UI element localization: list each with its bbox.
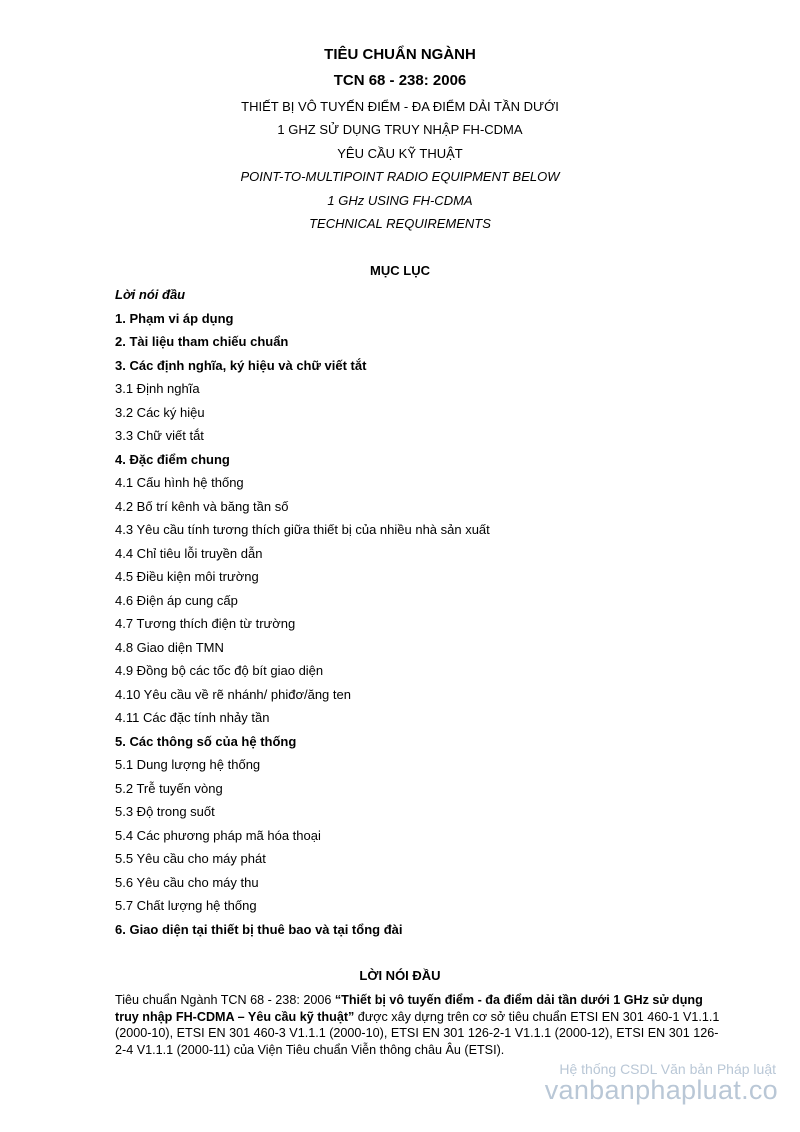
toc-item[interactable]: 5.4 Các phương pháp mã hóa thoại xyxy=(115,827,321,843)
toc-item[interactable]: 6. Giao diện tại thiết bị thuê bao và tại tổng đài xyxy=(115,921,403,937)
vn-title-line-1: THIẾT BỊ VÔ TUYẾN ĐIỂM - ĐA ĐIỂM DẢI TẦN DƯỚI xyxy=(241,99,559,114)
table-of-contents xyxy=(115,286,490,944)
foreword-text-start: Tiêu chuẩn Ngành TCN 68 - 238: 2006 xyxy=(115,993,335,1007)
toc-item[interactable]: 4.8 Giao diện TMN xyxy=(115,639,224,655)
vn-title-line-2: 1 GHZ SỬ DỤNG TRUY NHẬP FH-CDMA xyxy=(277,122,523,137)
toc-item[interactable]: 3.3 Chữ viết tắt xyxy=(115,428,204,443)
toc-item[interactable]: 1. Phạm vi áp dụng xyxy=(115,310,234,326)
watermark-site: vanbanphapluat.co xyxy=(544,1075,778,1105)
toc-item[interactable]: 4.7 Tương thích điện từ trường xyxy=(115,616,296,631)
toc-item[interactable]: 3. Các định nghĩa, ký hiệu và chữ viết tắt xyxy=(115,357,367,373)
toc-item[interactable]: 3.2 Các ký hiệu xyxy=(115,404,205,420)
toc-item[interactable]: 5.3 Độ trong suốt xyxy=(115,804,215,819)
toc-item[interactable]: Lời nói đầu xyxy=(115,287,186,302)
toc-item[interactable]: 5.2 Trễ tuyến vòng xyxy=(115,780,223,796)
toc-item[interactable]: 3.1 Định nghĩa xyxy=(115,381,200,396)
en-title-line-3: TECHNICAL REQUIREMENTS xyxy=(309,216,491,231)
toc-item[interactable]: 5. Các thông số của hệ thống xyxy=(115,733,297,749)
toc-item[interactable]: 5.7 Chất lượng hệ thống xyxy=(115,898,257,913)
watermark-caption: Hệ thống CSDL Văn bản Pháp luật xyxy=(559,1061,776,1077)
toc-item[interactable]: 2. Tài liệu tham chiếu chuẩn xyxy=(115,334,289,349)
document-type-title: TIÊU CHUẨN NGÀNH xyxy=(324,46,476,63)
toc-item[interactable]: 4.2 Bố trí kênh và băng tần số xyxy=(115,498,289,514)
foreword-paragraph xyxy=(115,992,725,1058)
standard-code: TCN 68 - 238: 2006 xyxy=(333,72,467,89)
foreword-text-end: được xây dựng trên cơ sở tiêu chuẩn ETSI EN 301 460-1 V1.1.1 (2000-10), ETSI EN 301 460-3 V1.1.1 (2000-10), ETSI EN 301 126-2-1 V1.1.1 (2000-12), ETSI EN 301 126-2-4 V1.1.1 (2000-11) của Viện Tiêu chuẩn Viễn thông châu Âu (ETSI). xyxy=(115,1009,720,1057)
en-title-line-1: POINT-TO-MULTIPOINT RADIO EQUIPMENT BELOW xyxy=(240,169,560,184)
toc-item[interactable]: 5.6 Yêu cầu cho máy thu xyxy=(115,874,259,890)
toc-item[interactable]: 4.11 Các đặc tính nhảy tần xyxy=(115,710,270,725)
toc-item[interactable]: 4.5 Điều kiện môi trường xyxy=(115,569,259,584)
toc-item[interactable]: 5.1 Dung lượng hệ thống xyxy=(115,757,261,772)
toc-item[interactable]: 4.6 Điện áp cung cấp xyxy=(115,592,238,608)
vn-title-line-3: YÊU CẦU KỸ THUẬT xyxy=(337,146,463,161)
foreword-heading: LỜI NÓI ĐẦU xyxy=(359,968,441,983)
toc-item[interactable]: 4.9 Đồng bộ các tốc độ bít giao diện xyxy=(115,663,324,678)
toc-heading: MỤC LỤC xyxy=(370,263,430,278)
toc-item[interactable]: 4.10 Yêu cầu về rẽ nhánh/ phiđơ/ăng ten xyxy=(115,686,351,702)
foreword-standard-title: “Thiết bị vô tuyến điểm - đa điểm dải tần dưới 1 GHz sử dụng truy nhập FH-CDMA – Yêu cầu kỹ thuật” xyxy=(115,993,703,1024)
toc-item[interactable]: 4.3 Yêu cầu tính tương thích giữa thiết bị của nhiều nhà sản xuất xyxy=(115,522,490,537)
toc-item[interactable]: 4. Đặc điểm chung xyxy=(115,451,230,467)
toc-item[interactable]: 5.5 Yêu cầu cho máy phát xyxy=(115,851,266,866)
toc-item[interactable]: 4.1 Cấu hình hệ thống xyxy=(115,475,244,490)
en-title-line-2: 1 GHz USING FH-CDMA xyxy=(327,193,473,208)
toc-item[interactable]: 4.4 Chỉ tiêu lỗi truyền dẫn xyxy=(115,545,263,561)
